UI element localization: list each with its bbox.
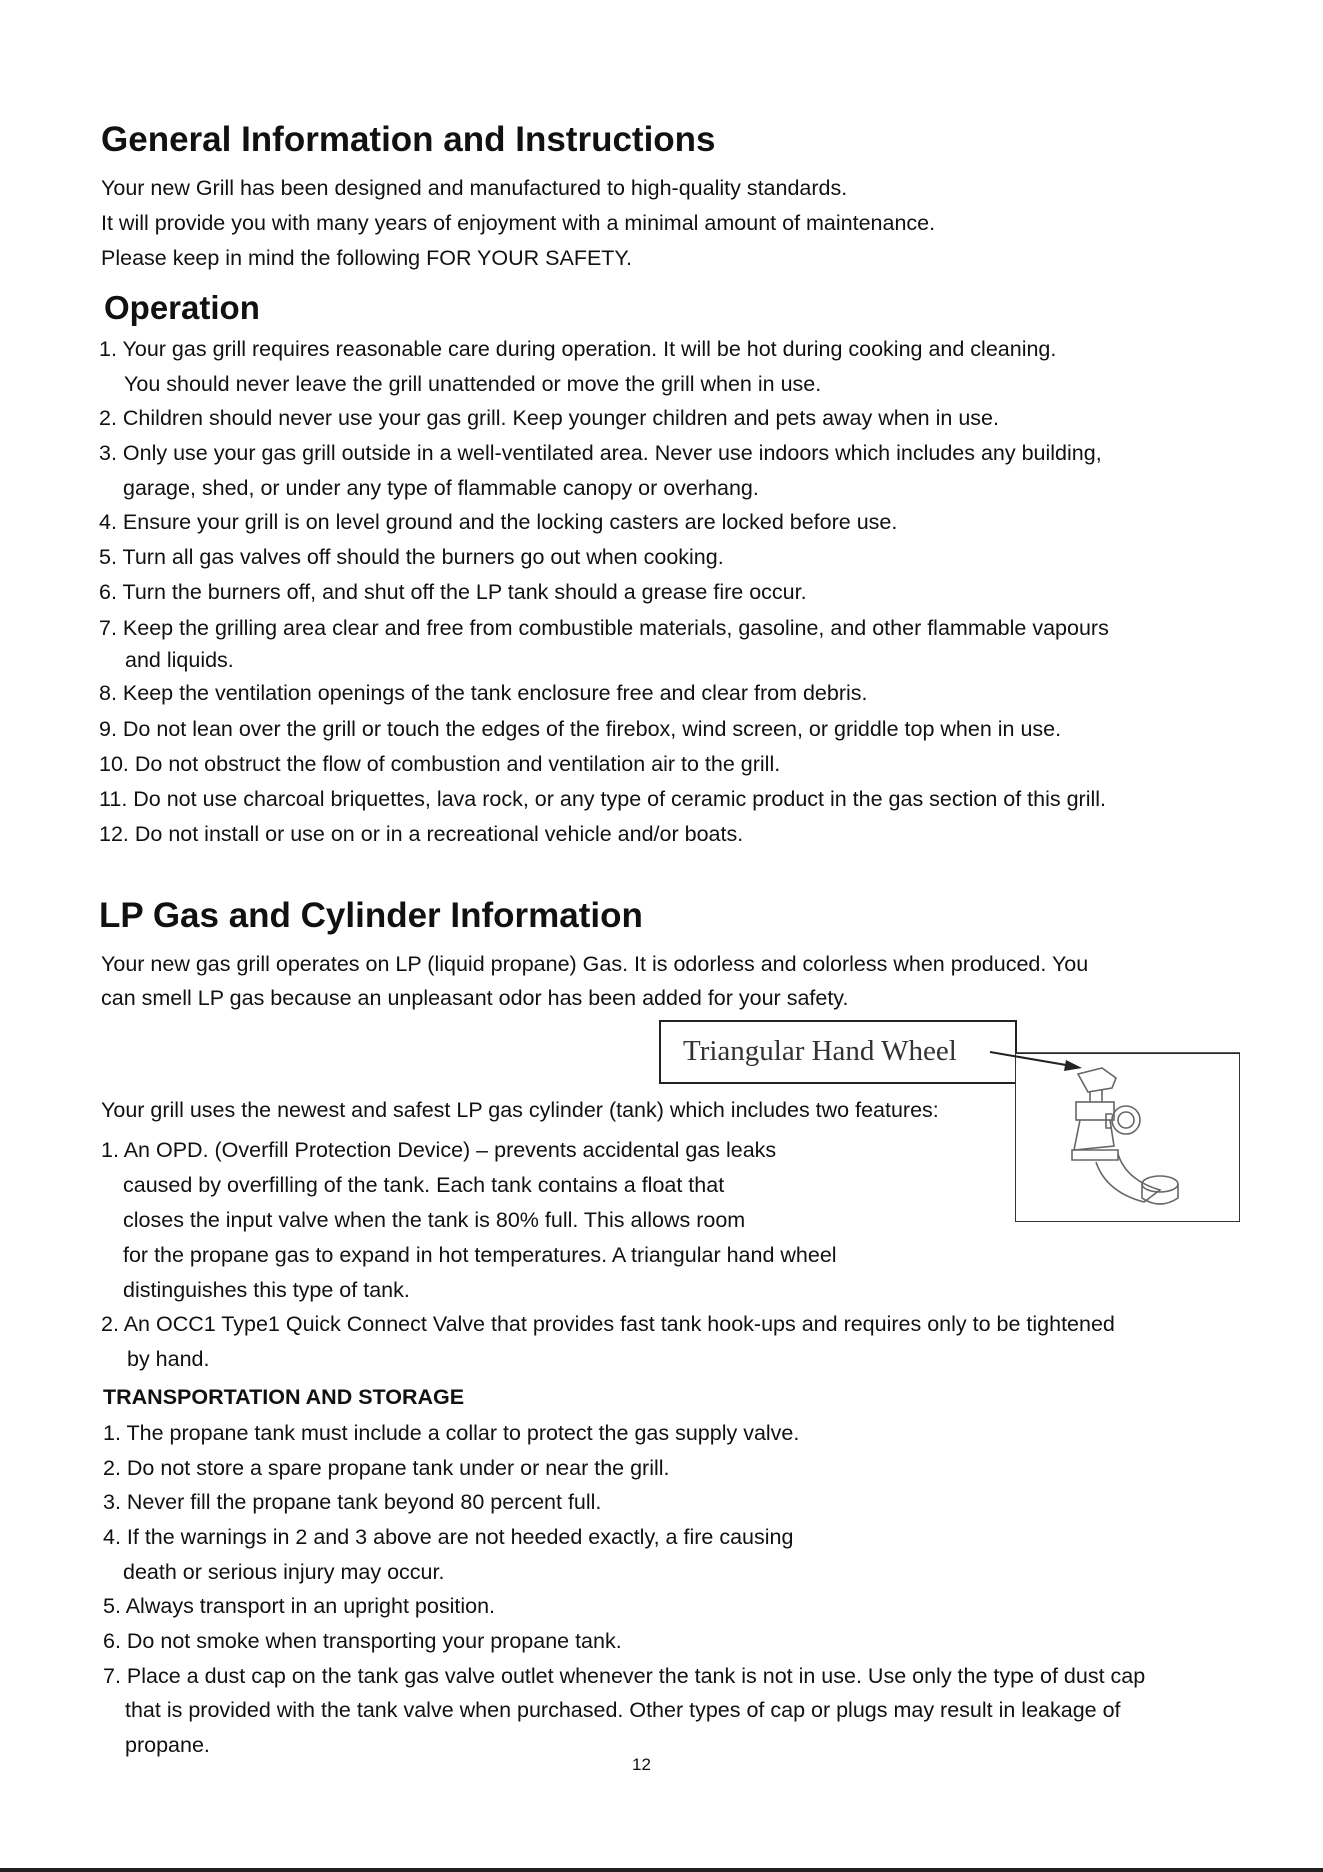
triangular-hand-wheel-label: Triangular Hand Wheel [659, 1020, 1017, 1084]
operation-item: 2. Children should never use your gas grill. Keep younger children and pets away when in use. [99, 406, 999, 430]
operation-item: 4. Ensure your grill is on level ground and the locking casters are locked before use. [99, 510, 898, 534]
lpgas-intro-line: Your new gas grill operates on LP (liquid propane) Gas. It is odorless and colorless when produced. You [101, 952, 1089, 976]
feature-item: 2. An OCC1 Type1 Quick Connect Valve that provides fast tank hook-ups and requires only to be tightened [101, 1312, 1115, 1336]
feature-item-cont: for the propane gas to expand in hot temperatures. A triangular hand wheel [123, 1243, 837, 1267]
general-line: Please keep in mind the following FOR YOUR SAFETY. [101, 246, 632, 270]
transport-item: 2. Do not store a spare propane tank under or near the grill. [103, 1456, 670, 1480]
feature-item: 1. An OPD. (Overfill Protection Device) – prevents accidental gas leaks [101, 1138, 777, 1162]
operation-item: 1. Your gas grill requires reasonable care during operation. It will be hot during cooking and cleaning. [99, 337, 1057, 361]
page-number: 12 [632, 1755, 651, 1774]
operation-item: 9. Do not lean over the grill or touch the edges of the firebox, wind screen, or griddle top when in use. [99, 717, 1062, 741]
feature-item-cont: caused by overfilling of the tank. Each tank contains a float that [123, 1173, 725, 1197]
transport-item-cont: death or serious injury may occur. [123, 1560, 445, 1584]
transport-item-cont: propane. [125, 1733, 210, 1757]
operation-item: 10. Do not obstruct the flow of combustion and ventilation air to the grill. [99, 752, 781, 776]
operation-item: 11. Do not use charcoal briquettes, lava rock, or any type of ceramic product in the gas section of this grill. [99, 787, 1107, 811]
operation-item: 5. Turn all gas valves off should the burners go out when cooking. [99, 545, 724, 569]
transport-item-cont: that is provided with the tank valve when purchased. Other types of cap or plugs may result in leakage of [125, 1698, 1121, 1722]
transport-heading: TRANSPORTATION AND STORAGE [103, 1385, 465, 1409]
transport-item: 4. If the warnings in 2 and 3 above are not heeded exactly, a fire causing [103, 1525, 794, 1549]
operation-item: 12. Do not install or use on or in a recreational vehicle and/or boats. [99, 822, 744, 846]
feature-item-cont: by hand. [127, 1347, 210, 1371]
operation-item: 6. Turn the burners off, and shut off the LP tank should a grease fire occur. [99, 580, 807, 604]
lpgas-heading: LP Gas and Cylinder Information [99, 896, 643, 935]
transport-item: 5. Always transport in an upright position. [103, 1594, 495, 1618]
operation-item: 8. Keep the ventilation openings of the tank enclosure free and clear from debris. [99, 681, 868, 705]
tank-valve-icon [1016, 1054, 1238, 1220]
operation-item-cont: garage, shed, or under any type of flammable canopy or overhang. [123, 476, 759, 500]
general-line: Your new Grill has been designed and manufactured to high-quality standards. [101, 176, 848, 200]
operation-item-cont: and liquids. [125, 648, 234, 672]
features-intro: Your grill uses the newest and safest LP gas cylinder (tank) which includes two features: [101, 1098, 939, 1122]
general-heading: General Information and Instructions [101, 120, 716, 159]
operation-item: 7. Keep the grilling area clear and free from combustible materials, gasoline, and other flammable vapours [99, 616, 1109, 640]
lpgas-intro-line: can smell LP gas because an unpleasant odor has been added for your safety. [101, 986, 849, 1010]
operation-heading: Operation [104, 289, 260, 326]
operation-item: 3. Only use your gas grill outside in a well-ventilated area. Never use indoors which includes any building, [99, 441, 1102, 465]
transport-item: 1. The propane tank must include a collar to protect the gas supply valve. [103, 1421, 800, 1445]
operation-item-cont: You should never leave the grill unattended or move the grill when in use. [124, 372, 822, 396]
tank-valve-illustration [1015, 1053, 1240, 1222]
general-line: It will provide you with many years of enjoyment with a minimal amount of maintenance. [101, 211, 936, 235]
bottom-rule [0, 1868, 1323, 1872]
feature-item-cont: distinguishes this type of tank. [123, 1278, 410, 1302]
feature-item-cont: closes the input valve when the tank is 80% full. This allows room [123, 1208, 746, 1232]
transport-item: 6. Do not smoke when transporting your propane tank. [103, 1629, 622, 1653]
transport-item: 7. Place a dust cap on the tank gas valve outlet whenever the tank is not in use. Use only the type of dust cap [103, 1664, 1146, 1688]
transport-item: 3. Never fill the propane tank beyond 80 percent full. [103, 1490, 602, 1514]
